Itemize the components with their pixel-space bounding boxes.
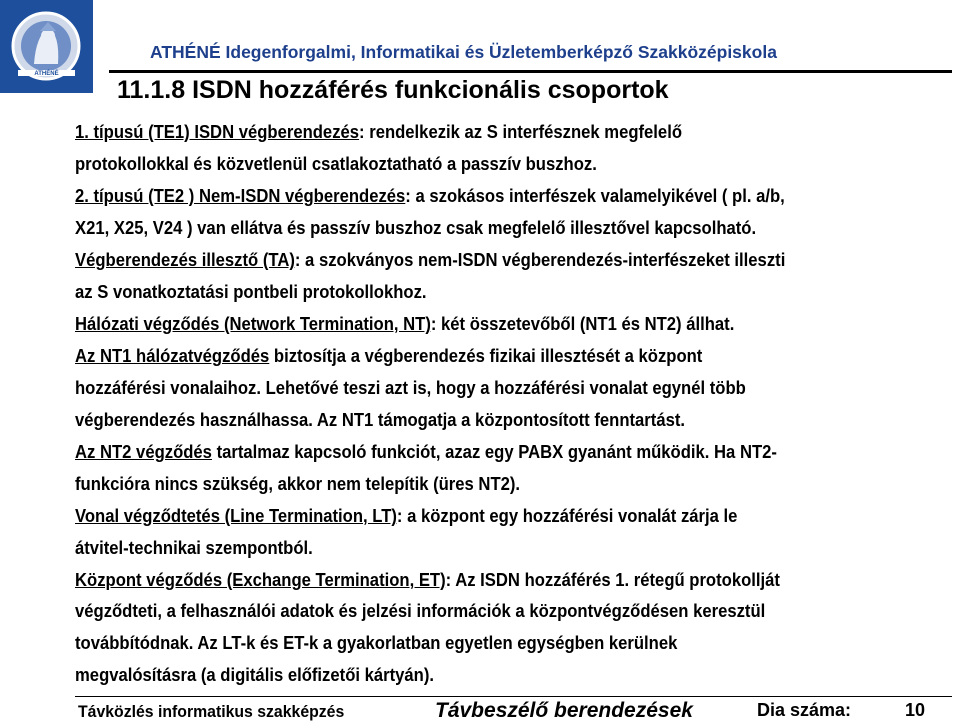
logo-label: ATHÉNÉ xyxy=(34,71,59,77)
paragraph-line xyxy=(75,565,894,597)
paragraph-line: funkcióra nincs szükség, akkor nem telepítik (üres NT2). xyxy=(75,473,521,494)
paragraph-line xyxy=(75,181,894,213)
athene-crest-icon xyxy=(0,0,93,93)
paragraph-nt xyxy=(75,309,894,341)
paragraph-ta xyxy=(75,245,894,308)
paragraph-line: átvitel-technikai szempontból. xyxy=(75,537,313,558)
paragraph-line xyxy=(75,117,894,149)
paragraph-lt xyxy=(75,501,894,564)
paragraph-et xyxy=(75,565,894,691)
term-et: Központ végződés (Exchange Termination, ET) xyxy=(75,569,446,590)
text: : két összetevőből (NT1 és NT2) állhat. xyxy=(430,313,735,334)
paragraph-line xyxy=(75,341,894,373)
term-nt: Hálózati végződés (Network Termination, NT) xyxy=(75,313,431,334)
text: : rendelkezik az S interfésznek megfelelő xyxy=(359,122,683,142)
paragraph-nt1 xyxy=(75,341,894,436)
paragraph-line xyxy=(75,437,894,469)
paragraph-line: az S vonatkoztatási pontbeli protokollokhoz. xyxy=(75,281,427,302)
slide-number-label: Dia száma: xyxy=(757,700,852,720)
term-lt: Vonal végződtetés (Line Termination, LT) xyxy=(75,505,397,526)
school-name: ATHÉNÉ Idegenforgalmi, Informatikai és Üzletemberképző Szakközépiskola xyxy=(150,42,777,62)
slide-title: 11.1.8 ISDN hozzáférés funkcionális csoportok xyxy=(117,76,669,104)
slide-number: 10 xyxy=(905,700,926,720)
paragraph-nt2 xyxy=(75,437,894,500)
paragraph-te1 xyxy=(75,117,894,180)
slide-body xyxy=(75,117,894,692)
header-divider xyxy=(109,70,952,73)
paragraph-line xyxy=(75,309,894,341)
footer-divider xyxy=(75,696,952,697)
term-te1: 1. típusú (TE1) ISDN végberendezés xyxy=(75,122,360,142)
paragraph-line: protokollokkal és közvetlenül csatlakoztatható a passzív buszhoz. xyxy=(75,153,597,174)
paragraph-line xyxy=(75,245,894,277)
paragraph-line xyxy=(75,501,894,533)
paragraph-line: megvalósításra (a digitális előfizetői kártyán). xyxy=(75,664,435,685)
paragraph-line: végberendezés használhassa. Az NT1 támogatja a központosított fenntartást. xyxy=(75,409,686,430)
text: : Az ISDN hozzáférés 1. rétegű protokollját xyxy=(445,569,780,590)
athene-crest-logo xyxy=(0,0,93,93)
text: : a szokványos nem-ISDN végberendezés-interfészeket illeszti xyxy=(294,249,786,270)
term-ta: Végberendezés illesztő (TA) xyxy=(75,249,295,270)
paragraph-line: X21, X25, V24 ) van ellátva és passzív buszhoz csak megfelelő illesztővel kapcsolható. xyxy=(75,217,757,238)
text: tartalmaz kapcsoló funkciót, azaz egy PABX gyanánt működik. Ha NT2- xyxy=(211,441,777,462)
footer-topic: Távbeszélő berendezések xyxy=(435,699,693,722)
paragraph-line: végződteti, a felhasználói adatok és jelzési információk a központvégződésen keresztül xyxy=(75,601,766,622)
text: biztosítja a végberendezés fizikai illesztését a központ xyxy=(269,346,703,367)
paragraph-line: továbbítódnak. Az LT-k és ET-k a gyakorlatban egyetlen egységben kerülnek xyxy=(75,633,678,654)
term-te2: 2. típusú (TE2 ) Nem-ISDN végberendezés xyxy=(75,185,406,206)
text: : a központ egy hozzáférési vonalát zárja le xyxy=(396,505,738,526)
paragraph-line: hozzáférési vonalaihoz. Lehetővé teszi azt is, hogy a hozzáférési vonalat egynél több xyxy=(75,377,746,398)
term-nt2: Az NT2 végződés xyxy=(75,441,212,462)
term-nt1: Az NT1 hálózatvégződés xyxy=(75,346,270,367)
footer-course: Távközlés informatikus szakképzés xyxy=(78,702,345,721)
text: : a szokásos interfészek valamelyikével ( pl. a/b, xyxy=(405,185,785,206)
paragraph-te2 xyxy=(75,181,894,244)
